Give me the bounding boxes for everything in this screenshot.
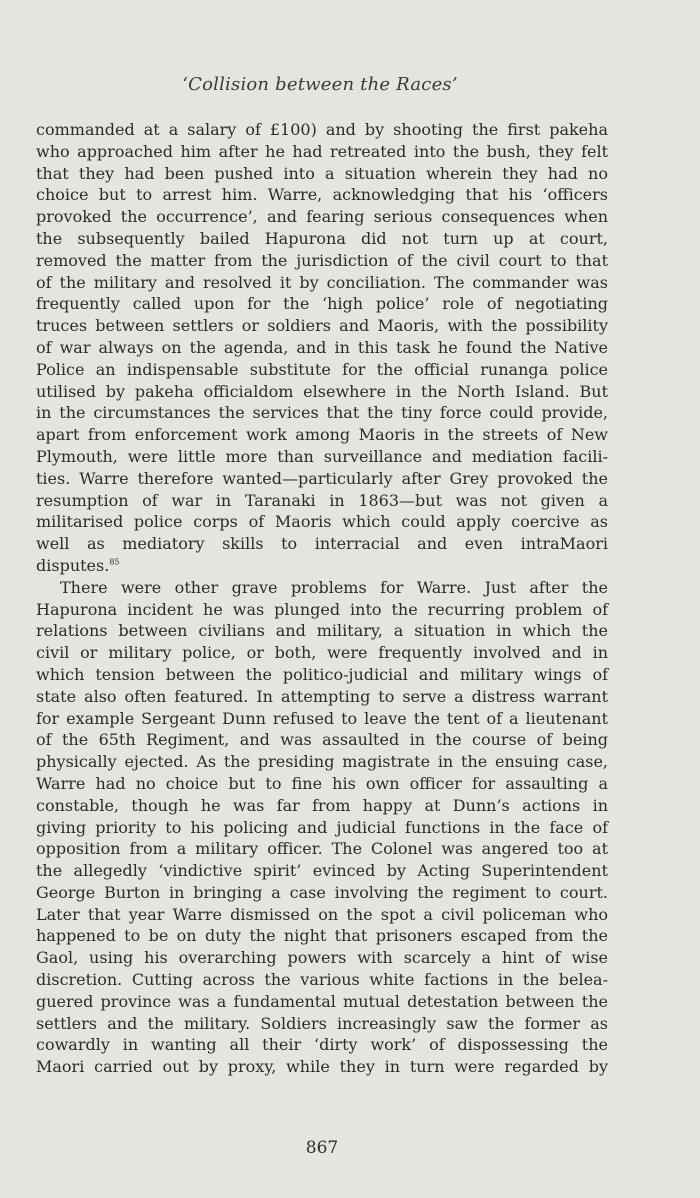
text-line: settlers and the military. Soldiers increasingly saw the former as (36, 1013, 608, 1033)
text-line-last (36, 555, 608, 577)
text-line: happened to be on duty the night that prisoners escaped from the (36, 926, 608, 946)
text-line: utilised by pakeha officialdom elsewhere in the North Island. But (36, 381, 608, 401)
text-line: Maori carried out by proxy, while they in turn were regarded by (36, 1057, 608, 1077)
text-line: constable, though he was far from happy at Dunn’s actions in (36, 795, 608, 815)
text-line: militarised police corps of Maoris which could apply coercive as (36, 512, 608, 532)
text-line: of war always on the agenda, and in this task he found the Native (36, 337, 608, 357)
text-line: commanded at a salary of £100) and by shooting the first pakeha (36, 120, 608, 139)
text-line: the subsequently bailed Hapurona did not turn up at court, (36, 228, 608, 248)
text-line: relations between civilians and military, a situation in which the (36, 621, 608, 641)
text-line: truces between settlers or soldiers and Maoris, with the possibility (36, 316, 608, 336)
text-line: for example Sergeant Dunn refused to leave the tent of a lieutenant (36, 708, 608, 728)
text-line: guered province was a fundamental mutual detestation between the (36, 991, 608, 1011)
text-line: who approached him after he had retreated into the bush, they felt (36, 141, 608, 161)
text-line: Later that year Warre dismissed on the spot a civil policeman who (36, 904, 608, 924)
text-line: cowardly in wanting all their ‘dirty work’ of dispossessing the (36, 1035, 608, 1055)
text-line: Police an indispensable substitute for the official runanga police (36, 359, 608, 379)
running-head: ‘Collision between the Races’ (182, 74, 458, 95)
text-line: well as mediatory skills to interracial and even intraMaori (36, 534, 608, 554)
paragraph-2 (36, 577, 608, 1078)
text-line: physically ejected. As the presiding magistrate in the ensuing case, (36, 752, 608, 772)
text-line: ties. Warre therefore wanted—particularly after Grey provoked the (36, 468, 608, 488)
text-line-content: disputes. (36, 555, 110, 575)
text-line: that they had been pushed into a situation wherein they had no (36, 163, 608, 183)
text-line: which tension between the politico-judicial and military wings of (36, 664, 608, 684)
text-line: removed the matter from the jurisdiction of the civil court to that (36, 250, 608, 270)
text-line: Hapurona incident he was plunged into the recurring problem of (36, 599, 608, 619)
text-line: the allegedly ‘vindictive spirit’ evinced by Acting Superintendent (36, 861, 608, 881)
text-line: frequently called upon for the ‘high police’ role of negotiating (36, 294, 608, 314)
footnote-marker[interactable]: 85 (109, 557, 120, 567)
text-line: discretion. Cutting across the various white factions in the belea- (36, 970, 608, 990)
text-line: Gaol, using his overarching powers with scarcely a hint of wise (36, 948, 608, 968)
text-line: state also often featured. In attempting to serve a distress warrant (36, 686, 608, 706)
text-line: Warre had no choice but to fine his own officer for assaulting a (36, 773, 608, 793)
paragraph-1 (36, 119, 608, 577)
text-line: of the military and resolved it by conciliation. The commander was (36, 272, 608, 292)
text-line: provoked the occurrence’, and fearing serious consequences when (36, 207, 608, 227)
text-line: in the circumstances the services that the tiny force could provide, (36, 403, 608, 423)
text-line: George Burton in bringing a case involving the regiment to court. (36, 882, 608, 902)
text-line: apart from enforcement work among Maoris in the streets of New (36, 425, 608, 445)
text-line: choice but to arrest him. Warre, acknowledging that his ‘officers (36, 185, 608, 205)
text-line: Plymouth, were little more than surveillance and mediation facili- (36, 446, 608, 466)
text-line: giving priority to his policing and judicial functions in the face of (36, 817, 608, 837)
text-line-indented: There were other grave problems for Warre. Just after the (60, 577, 608, 597)
text-line: civil or military police, or both, were frequently involved and in (36, 643, 608, 663)
text-line: resumption of war in Taranaki in 1863—but was not given a (36, 490, 608, 510)
text-line: opposition from a military officer. The Colonel was angered too at (36, 839, 608, 859)
body-text (36, 119, 608, 1078)
text-line: of the 65th Regiment, and was assaulted in the course of being (36, 730, 608, 750)
page-number: 867 (305, 1138, 339, 1158)
